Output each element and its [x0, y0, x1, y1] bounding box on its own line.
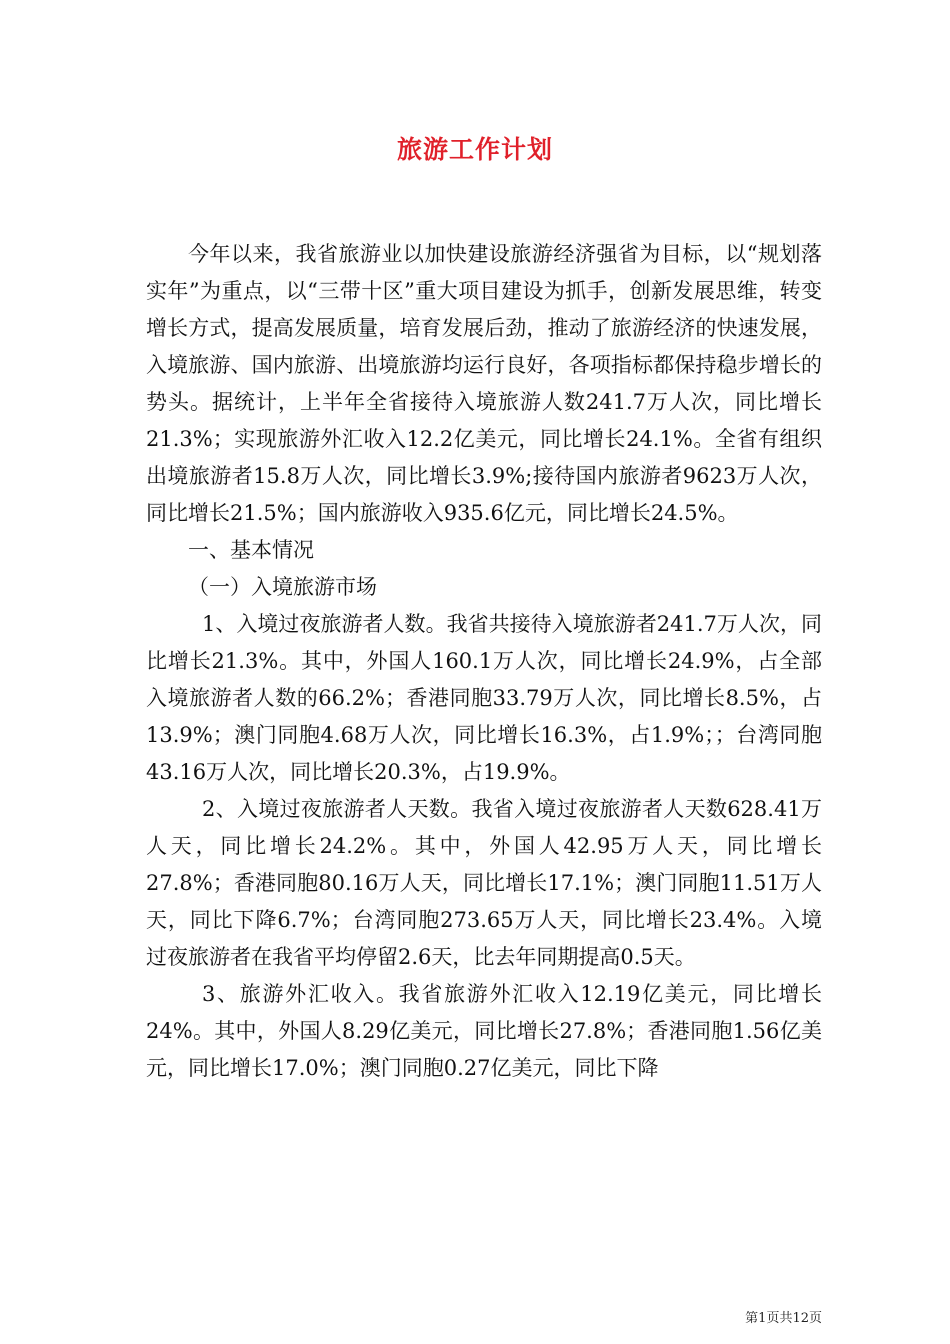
section-heading-basic: 一、基本情况: [188, 538, 314, 562]
page-number-footer: 第1页共12页: [745, 1311, 822, 1326]
intro-paragraph: 今年以来，我省旅游业以加快建设旅游经济强省为目标，以“规划落实年”为重点，以“三带十区”重大项目建设为抓手，创新发展思维，转变增长方式，提高发展质量，培育发展后劲，推动了旅游经济的快速发展，入境旅游、国内旅游、出境旅游均运行良好，各项指标都保持稳步增长的势头。据统计，上半年全省接待入境旅游人数241.7万人次，同比增长21.3%；实现旅游外汇收入12.2亿美元，同比增长24.1%。全省有组织出境旅游者15.8万人次，同比增长3.9%;接待国内旅游者9623万人次，同比增长21.5%；国内旅游收入935.6亿元，同比增长24.5%。: [146, 242, 822, 525]
subsection-heading-inbound: （一）入境旅游市场: [188, 575, 377, 599]
item-paragraph-1: 1、入境过夜旅游者人数。我省共接待入境旅游者241.7万人次，同比增长21.3%。其中，外国人160.1万人次，同比增长24.9%，占全部入境旅游者人数的66.2%；香港同胞33.79万人次，同比增长8.5%，占13.9%；澳门同胞4.68万人次，同比增长16.3%，占1.9%；；台湾同胞43.16万人次，同比增长20.3%，占19.9%。: [146, 612, 822, 784]
item-paragraph-2: 2、入境过夜旅游者人天数。我省入境过夜旅游者人天数628.41万人天，同比增长24.2%。其中，外国人42.95万人天，同比增长27.8%；香港同胞80.16万人天，同比增长17.1%；澳门同胞11.51万人天，同比下降6.7%；台湾同胞273.65万人天，同比增长23.4%。入境过夜旅游者在我省平均停留2.6天，比去年同期提高0.5天。: [146, 797, 822, 969]
document-title: 旅游工作计划: [396, 135, 553, 164]
item-paragraph-3: 3、旅游外汇收入。我省旅游外汇收入12.19亿美元，同比增长24%。其中，外国人8.29亿美元，同比增长27.8%；香港同胞1.56亿美元，同比增长17.0%；澳门同胞0.27亿美元，同比下降: [146, 982, 822, 1080]
document-body: [146, 236, 822, 1087]
